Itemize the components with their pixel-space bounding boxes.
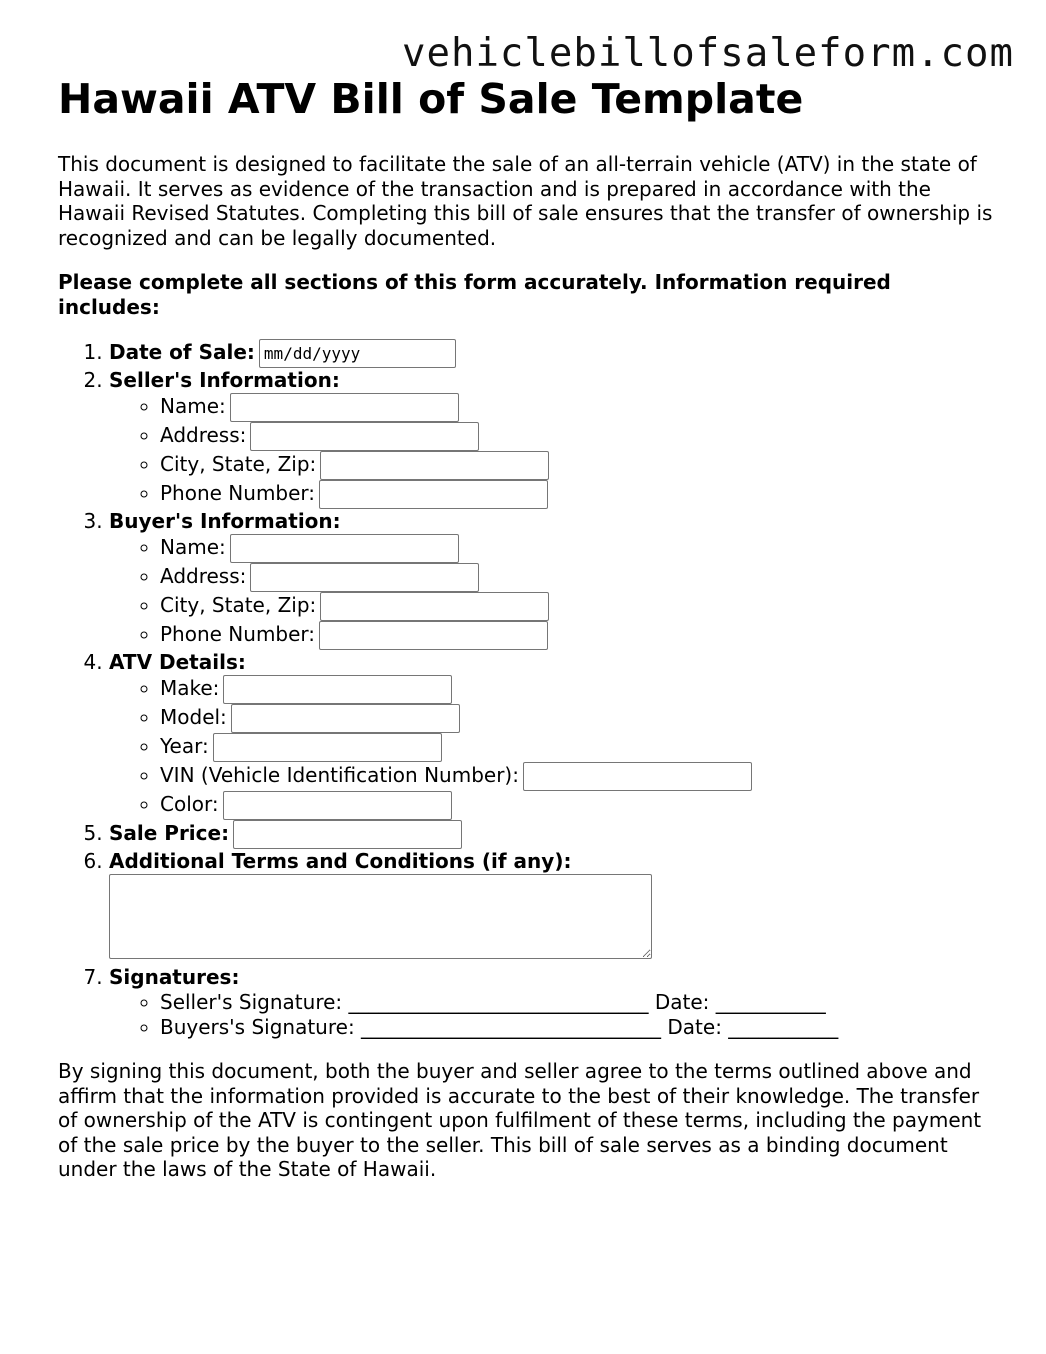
section-sale-price (109, 820, 998, 849)
signatures-label: Signatures: (109, 965, 240, 989)
atv-vin-label: VIN (Vehicle Identification Number): (160, 763, 519, 787)
seller-address-input[interactable] (250, 422, 479, 451)
section-signatures (109, 965, 998, 1039)
section-seller-information (109, 368, 998, 509)
buyer-name-label: Name: (160, 535, 226, 559)
seller-phone-label: Phone Number: (160, 481, 316, 505)
buyer-information-label: Buyer's Information: (109, 509, 341, 533)
atv-fields (109, 675, 998, 820)
atv-year-item (160, 733, 998, 762)
seller-city-item (160, 451, 998, 480)
date-of-sale-input[interactable] (259, 339, 456, 368)
seller-address-label: Address: (160, 423, 247, 447)
buyer-city-input[interactable] (320, 592, 549, 621)
atv-vin-item (160, 762, 998, 791)
atv-color-input[interactable] (223, 791, 452, 820)
instructions: Please complete all sections of this form accurately. Information required includes: (58, 270, 891, 319)
atv-model-item (160, 704, 998, 733)
document-body (58, 72, 998, 1182)
signature-lines (109, 990, 998, 1039)
seller-fields (109, 393, 998, 509)
seller-address-item (160, 422, 998, 451)
seller-signature-line: ◦ Seller's Signature: ______________________________ Date: ___________ (160, 990, 998, 1015)
buyer-phone-input[interactable] (319, 621, 548, 650)
atv-model-input[interactable] (231, 704, 460, 733)
buyer-city-label: City, State, Zip: (160, 593, 317, 617)
atv-details-label: ATV Details: (109, 650, 246, 674)
buyer-address-label: Address: (160, 564, 247, 588)
date-of-sale-label: Date of Sale: (109, 340, 255, 364)
buyer-city-item (160, 592, 998, 621)
seller-name-item (160, 393, 998, 422)
form-sections (58, 339, 998, 1039)
atv-make-item (160, 675, 998, 704)
seller-city-label: City, State, Zip: (160, 452, 317, 476)
seller-information-label: Seller's Information: (109, 368, 340, 392)
seller-phone-item (160, 480, 998, 509)
sale-price-label: Sale Price: (109, 821, 230, 845)
buyer-phone-item (160, 621, 998, 650)
buyer-signature-line: ◦ Buyers's Signature: ______________________________ Date: ___________ (160, 1015, 998, 1040)
additional-terms-textarea[interactable] (109, 874, 652, 959)
section-date-of-sale (109, 339, 998, 368)
buyer-name-item (160, 534, 998, 563)
site-watermark: vehiclebillofsaleform.com (402, 31, 1014, 76)
seller-name-label: Name: (160, 394, 226, 418)
atv-color-label: Color: (160, 792, 219, 816)
atv-model-label: Model: (160, 705, 227, 729)
section-atv-details (109, 650, 998, 820)
page-title: Hawaii ATV Bill of Sale Template (58, 75, 804, 123)
intro-paragraph: This document is designed to facilitate the sale of an all-terrain vehicle (ATV) in the state of Hawaii. It serves as evidence of the transaction and is prepared in accordance with the Hawaii Revised Statutes. Completing this bill of sale ensures that the transfer of ownership is recognized and can be legally documented. (58, 152, 993, 250)
seller-city-input[interactable] (320, 451, 549, 480)
buyer-address-input[interactable] (250, 563, 479, 592)
buyer-fields (109, 534, 998, 650)
buyer-address-item (160, 563, 998, 592)
atv-vin-input[interactable] (523, 762, 752, 791)
sale-price-input[interactable] (233, 820, 462, 849)
buyer-name-input[interactable] (230, 534, 459, 563)
atv-make-input[interactable] (223, 675, 452, 704)
additional-terms-label: Additional Terms and Conditions (if any): (109, 849, 572, 873)
atv-year-label: Year: (160, 734, 209, 758)
closing-paragraph: By signing this document, both the buyer and seller agree to the terms outlined above and affirm that the information provided is accurate to the best of their knowledge. The transfer of ownership of the ATV is contingent upon fulfilment of these terms, including the payment of the sale price by the buyer to the seller. This bill of sale serves as a binding document under the laws of the State of Hawaii. (58, 1059, 982, 1181)
section-buyer-information (109, 509, 998, 650)
atv-color-item (160, 791, 998, 820)
seller-phone-input[interactable] (319, 480, 548, 509)
atv-year-input[interactable] (213, 733, 442, 762)
buyer-phone-label: Phone Number: (160, 622, 316, 646)
atv-make-label: Make: (160, 676, 220, 700)
section-additional-terms (109, 849, 998, 959)
seller-name-input[interactable] (230, 393, 459, 422)
